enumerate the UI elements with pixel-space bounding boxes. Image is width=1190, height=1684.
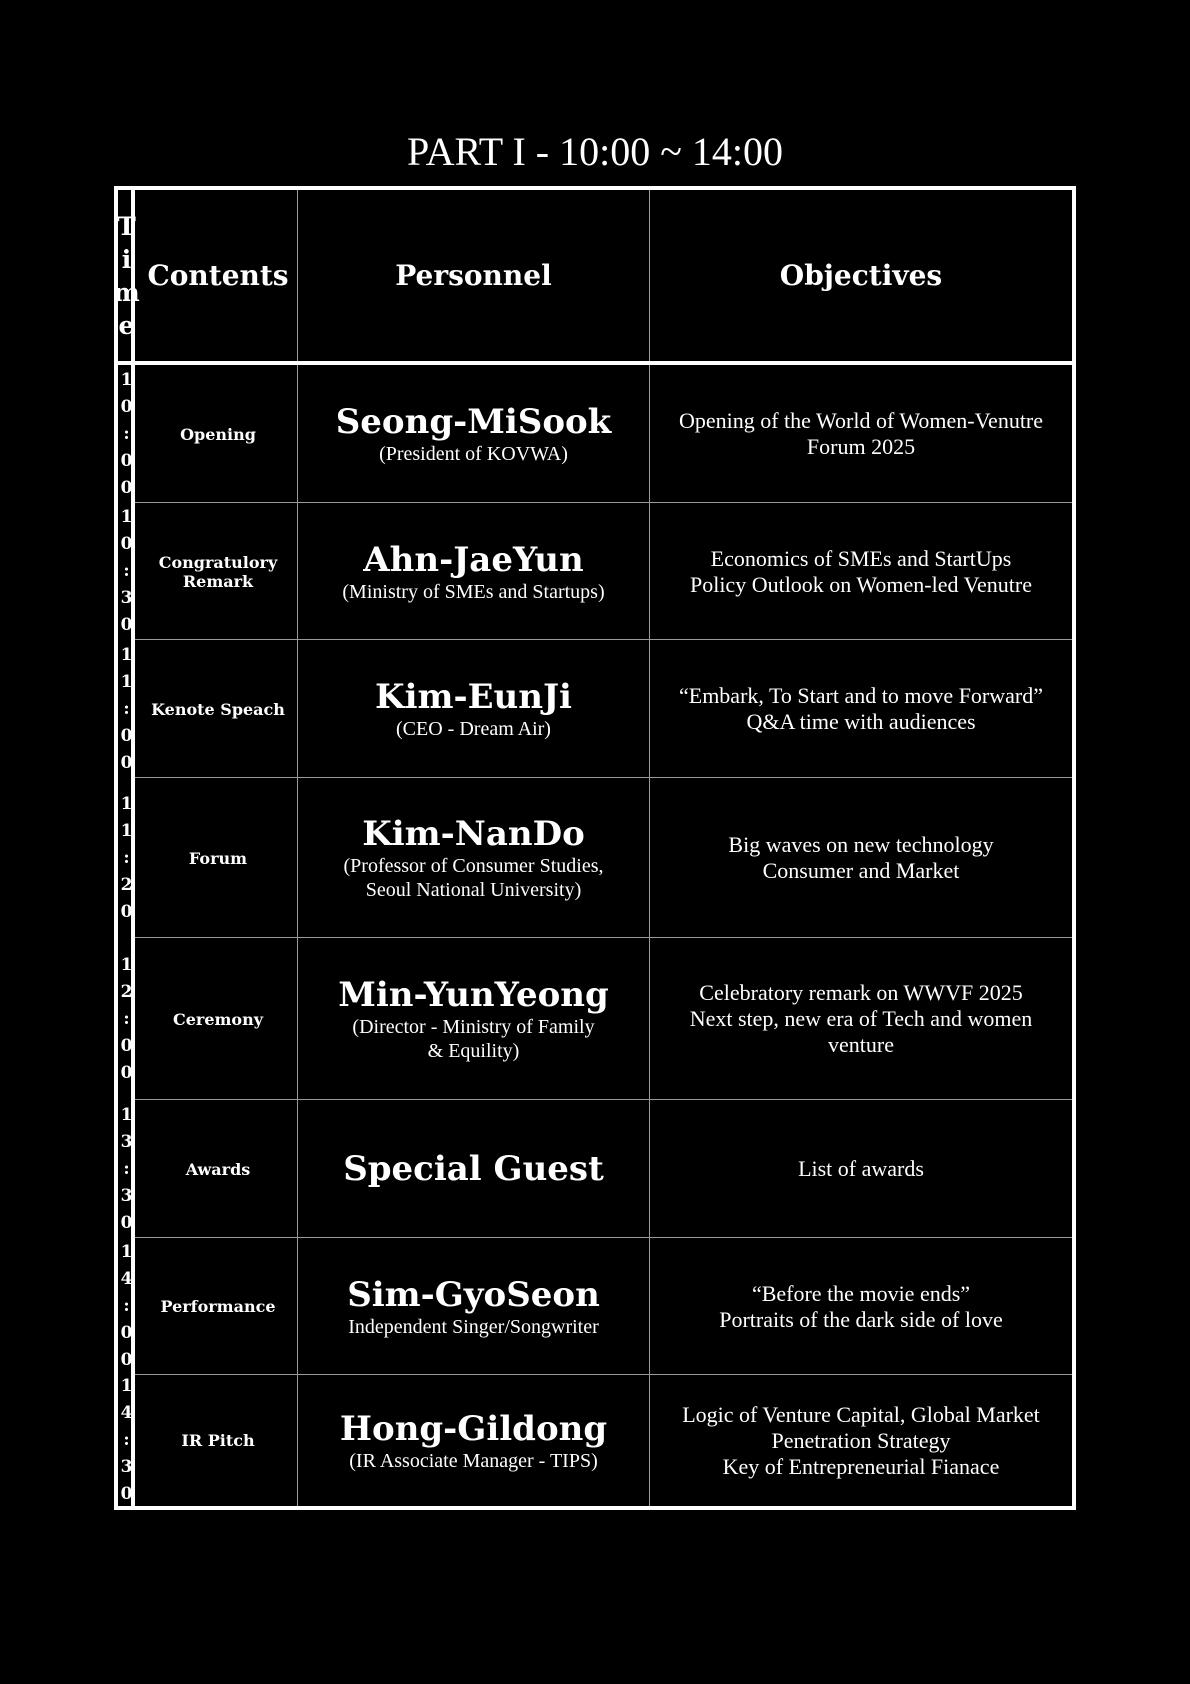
objectives-cell: Opening of the World of Women-Venutre Forum 2025 <box>678 408 1044 459</box>
contents-cell: Kenote Speach <box>151 699 285 719</box>
contents-cell: Forum <box>188 848 248 868</box>
row-divider <box>135 777 1072 778</box>
contents-cell: Ceremony <box>172 1009 264 1029</box>
person-name: Sim-GyoSeon <box>347 1274 600 1315</box>
objectives-cell: Big waves on new technology Consumer and Market <box>728 832 994 883</box>
time-cell: 1 3 : 3 0 <box>120 1104 133 1233</box>
contents-cell: Awards <box>185 1159 251 1179</box>
schedule-table <box>114 186 1076 1510</box>
row-divider <box>135 639 1072 640</box>
header-contents: Contents <box>147 259 289 292</box>
objectives-cell: “Embark, To Start and to move Forward” Q&A time with audiences <box>678 683 1044 734</box>
page-title: PART I - 10:00 ~ 14:00 <box>407 129 783 174</box>
personnel-cell <box>298 503 649 640</box>
person-affiliation: (Director - Ministry of Family & Equility) <box>352 1016 595 1062</box>
person-name: Special Guest <box>343 1149 604 1189</box>
person-affiliation: Independent Singer/Songwriter <box>348 1315 599 1338</box>
contents-cell: Performance <box>160 1297 276 1316</box>
personnel-cell <box>298 938 649 1100</box>
contents-cell: IR Pitch <box>181 1431 255 1450</box>
person-name: Hong-Gildong <box>339 1408 608 1449</box>
personnel-cell <box>298 640 649 778</box>
contents-cell: Congratulory Remark <box>158 552 278 591</box>
objectives-cell: “Before the movie ends” Portraits of the dark side of love <box>719 1280 1003 1332</box>
time-cell: 1 4 : 0 0 <box>120 1242 133 1370</box>
row-divider <box>135 1237 1072 1238</box>
objectives-cell: Celebratory remark on WWVF 2025 Next step, new era of Tech and women venture <box>689 980 1033 1057</box>
objectives-cell: Economics of SMEs and StartUps Policy Outlook on Women-led Venutre <box>689 545 1033 597</box>
time-cell: 1 2 : 0 0 <box>120 954 133 1083</box>
row-divider <box>135 502 1072 503</box>
objectives-cell: Logic of Venture Capital, Global Market Penetration Strategy Key of Entrepreneurial Fianace <box>682 1401 1040 1479</box>
person-affiliation: (CEO - Dream Air) <box>396 718 551 740</box>
header-personnel: Personnel <box>395 259 552 292</box>
time-cell: 1 4 : 3 0 <box>120 1376 133 1504</box>
person-affiliation: (IR Associate Manager - TIPS) <box>349 1449 598 1472</box>
person-name: Min-YunYeong <box>338 975 609 1015</box>
row-divider <box>135 1099 1072 1100</box>
time-cell: 1 1 : 0 0 <box>120 644 133 773</box>
time-cell: 1 0 : 3 0 <box>120 507 133 635</box>
time-cell: 1 1 : 2 0 <box>120 793 133 922</box>
person-affiliation: (Ministry of SMEs and Startups) <box>342 580 605 603</box>
person-name: Kim-EunJi <box>375 677 572 717</box>
personnel-cell <box>298 1375 649 1506</box>
header-time: T i m e <box>113 211 140 340</box>
objectives-cell: List of awards <box>798 1156 924 1181</box>
header-objectives: Objectives <box>779 259 943 292</box>
time-cell: 1 0 : 0 0 <box>120 369 133 498</box>
personnel-cell <box>298 1100 649 1238</box>
contents-cell: Opening <box>180 424 256 444</box>
row-divider <box>135 1374 1072 1375</box>
person-affiliation: (Professor of Consumer Studies, Seoul National University) <box>343 855 604 901</box>
personnel-cell <box>298 778 649 938</box>
person-affiliation: (President of KOVWA) <box>379 443 568 465</box>
personnel-cell <box>298 365 649 503</box>
personnel-cell <box>298 1238 649 1375</box>
row-divider <box>135 937 1072 938</box>
person-name: Seong-MiSook <box>335 402 612 442</box>
person-name: Kim-NanDo <box>362 814 585 854</box>
person-name: Ahn-JaeYun <box>363 539 584 580</box>
